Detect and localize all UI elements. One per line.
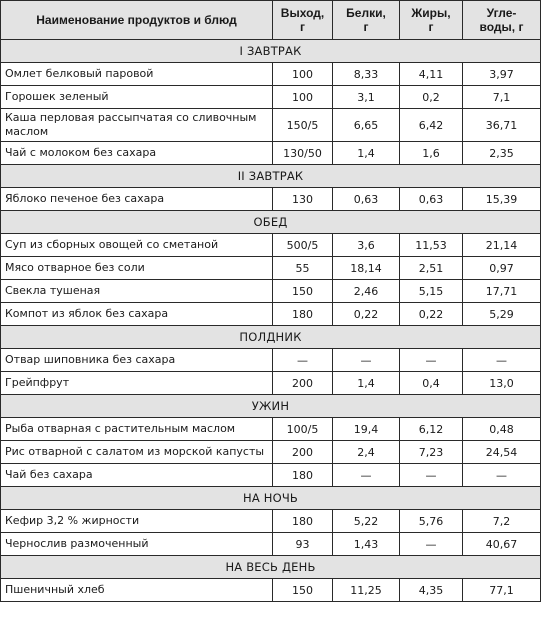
table-row (1, 63, 541, 86)
section-row (1, 326, 541, 349)
section-title: УЖИН (1, 395, 541, 418)
header-row (1, 1, 541, 40)
cell-yield: 93 (273, 533, 333, 556)
dish-name: Грейпфрут (1, 372, 273, 395)
cell-protein: 19,4 (333, 418, 400, 441)
cell-fat: 11,53 (400, 234, 463, 257)
table-header (1, 1, 541, 40)
cell-fat: 0,2 (400, 86, 463, 109)
cell-carbs: 15,39 (463, 188, 541, 211)
cell-protein: 5,22 (333, 510, 400, 533)
cell-yield: 180 (273, 303, 333, 326)
section-row (1, 165, 541, 188)
dish-name: Яблоко печеное без сахара (1, 188, 273, 211)
cell-yield: 130 (273, 188, 333, 211)
section-row (1, 395, 541, 418)
cell-fat: 7,23 (400, 441, 463, 464)
cell-carbs: 7,1 (463, 86, 541, 109)
dish-name: Чай с молоком без сахара (1, 142, 273, 165)
cell-yield: 200 (273, 441, 333, 464)
dish-name: Мясо отварное без соли (1, 257, 273, 280)
table-row (1, 257, 541, 280)
dish-name: Чай без сахара (1, 464, 273, 487)
cell-protein: 3,6 (333, 234, 400, 257)
table-row (1, 280, 541, 303)
table-row (1, 579, 541, 602)
table-row (1, 188, 541, 211)
cell-protein: 0,63 (333, 188, 400, 211)
cell-carbs: 0,97 (463, 257, 541, 280)
cell-yield: 100 (273, 86, 333, 109)
cell-protein: 1,4 (333, 372, 400, 395)
cell-protein: — (333, 349, 400, 372)
cell-fat: 4,11 (400, 63, 463, 86)
dish-name: Кефир 3,2 % жирности (1, 510, 273, 533)
cell-carbs: 21,14 (463, 234, 541, 257)
cell-fat: — (400, 533, 463, 556)
section-title: I ЗАВТРАК (1, 40, 541, 63)
section-row (1, 487, 541, 510)
cell-carbs: 3,97 (463, 63, 541, 86)
cell-protein: 3,1 (333, 86, 400, 109)
dish-name: Пшеничный хлеб (1, 579, 273, 602)
table-row (1, 142, 541, 165)
cell-yield: 500/5 (273, 234, 333, 257)
dish-name: Отвар шиповника без сахара (1, 349, 273, 372)
cell-carbs: 36,71 (463, 109, 541, 142)
cell-carbs: 2,35 (463, 142, 541, 165)
cell-protein: 6,65 (333, 109, 400, 142)
cell-yield: 180 (273, 510, 333, 533)
cell-protein: 8,33 (333, 63, 400, 86)
cell-yield: 130/50 (273, 142, 333, 165)
table-row (1, 109, 541, 142)
cell-carbs: 40,67 (463, 533, 541, 556)
cell-fat: — (400, 349, 463, 372)
table-row (1, 441, 541, 464)
header-protein: Белки, г (333, 1, 400, 40)
cell-fat: 1,6 (400, 142, 463, 165)
cell-fat: 6,42 (400, 109, 463, 142)
cell-protein: 1,43 (333, 533, 400, 556)
cell-fat: — (400, 464, 463, 487)
dish-name: Рис отварной с салатом из морской капусты (1, 441, 273, 464)
cell-carbs: 17,71 (463, 280, 541, 303)
cell-carbs: 77,1 (463, 579, 541, 602)
cell-yield: 180 (273, 464, 333, 487)
table-row (1, 372, 541, 395)
table-row (1, 533, 541, 556)
dish-name: Горошек зеленый (1, 86, 273, 109)
cell-protein: 11,25 (333, 579, 400, 602)
cell-carbs: 5,29 (463, 303, 541, 326)
cell-protein: 1,4 (333, 142, 400, 165)
table-row (1, 86, 541, 109)
header-fat: Жиры, г (400, 1, 463, 40)
cell-fat: 6,12 (400, 418, 463, 441)
cell-yield: 200 (273, 372, 333, 395)
cell-fat: 4,35 (400, 579, 463, 602)
section-row (1, 211, 541, 234)
section-title: ОБЕД (1, 211, 541, 234)
table-row (1, 303, 541, 326)
cell-yield: 55 (273, 257, 333, 280)
cell-protein: 2,4 (333, 441, 400, 464)
section-title: НА НОЧЬ (1, 487, 541, 510)
cell-fat: 5,15 (400, 280, 463, 303)
table-row (1, 510, 541, 533)
cell-yield: 100 (273, 63, 333, 86)
dish-name: Суп из сборных овощей со сметаной (1, 234, 273, 257)
cell-protein: 2,46 (333, 280, 400, 303)
cell-carbs: — (463, 349, 541, 372)
section-title: НА ВЕСЬ ДЕНЬ (1, 556, 541, 579)
cell-yield: 150/5 (273, 109, 333, 142)
dish-name: Рыба отварная с растительным маслом (1, 418, 273, 441)
cell-yield: 100/5 (273, 418, 333, 441)
cell-carbs: 13,0 (463, 372, 541, 395)
table-row (1, 464, 541, 487)
cell-yield: — (273, 349, 333, 372)
cell-yield: 150 (273, 280, 333, 303)
section-title: II ЗАВТРАК (1, 165, 541, 188)
section-row (1, 556, 541, 579)
cell-fat: 0,22 (400, 303, 463, 326)
cell-carbs: — (463, 464, 541, 487)
cell-protein: 0,22 (333, 303, 400, 326)
cell-fat: 0,63 (400, 188, 463, 211)
header-yield: Выход, г (273, 1, 333, 40)
table-row (1, 234, 541, 257)
dish-name: Чернослив размоченный (1, 533, 273, 556)
dish-name: Компот из яблок без сахара (1, 303, 273, 326)
cell-carbs: 0,48 (463, 418, 541, 441)
cell-fat: 0,4 (400, 372, 463, 395)
table-body (1, 40, 541, 602)
cell-protein: 18,14 (333, 257, 400, 280)
section-title: ПОЛДНИК (1, 326, 541, 349)
cell-carbs: 7,2 (463, 510, 541, 533)
section-row (1, 40, 541, 63)
cell-carbs: 24,54 (463, 441, 541, 464)
table-row (1, 418, 541, 441)
header-carbs: Угле- воды, г (463, 1, 541, 40)
cell-yield: 150 (273, 579, 333, 602)
cell-protein: — (333, 464, 400, 487)
cell-fat: 2,51 (400, 257, 463, 280)
dish-name: Свекла тушеная (1, 280, 273, 303)
table-row (1, 349, 541, 372)
dish-name: Омлет белковый паровой (1, 63, 273, 86)
dish-name: Каша перловая рассыпчатая со сливочным маслом (1, 109, 273, 142)
header-name: Наименование продуктов и блюд (1, 1, 273, 40)
cell-fat: 5,76 (400, 510, 463, 533)
